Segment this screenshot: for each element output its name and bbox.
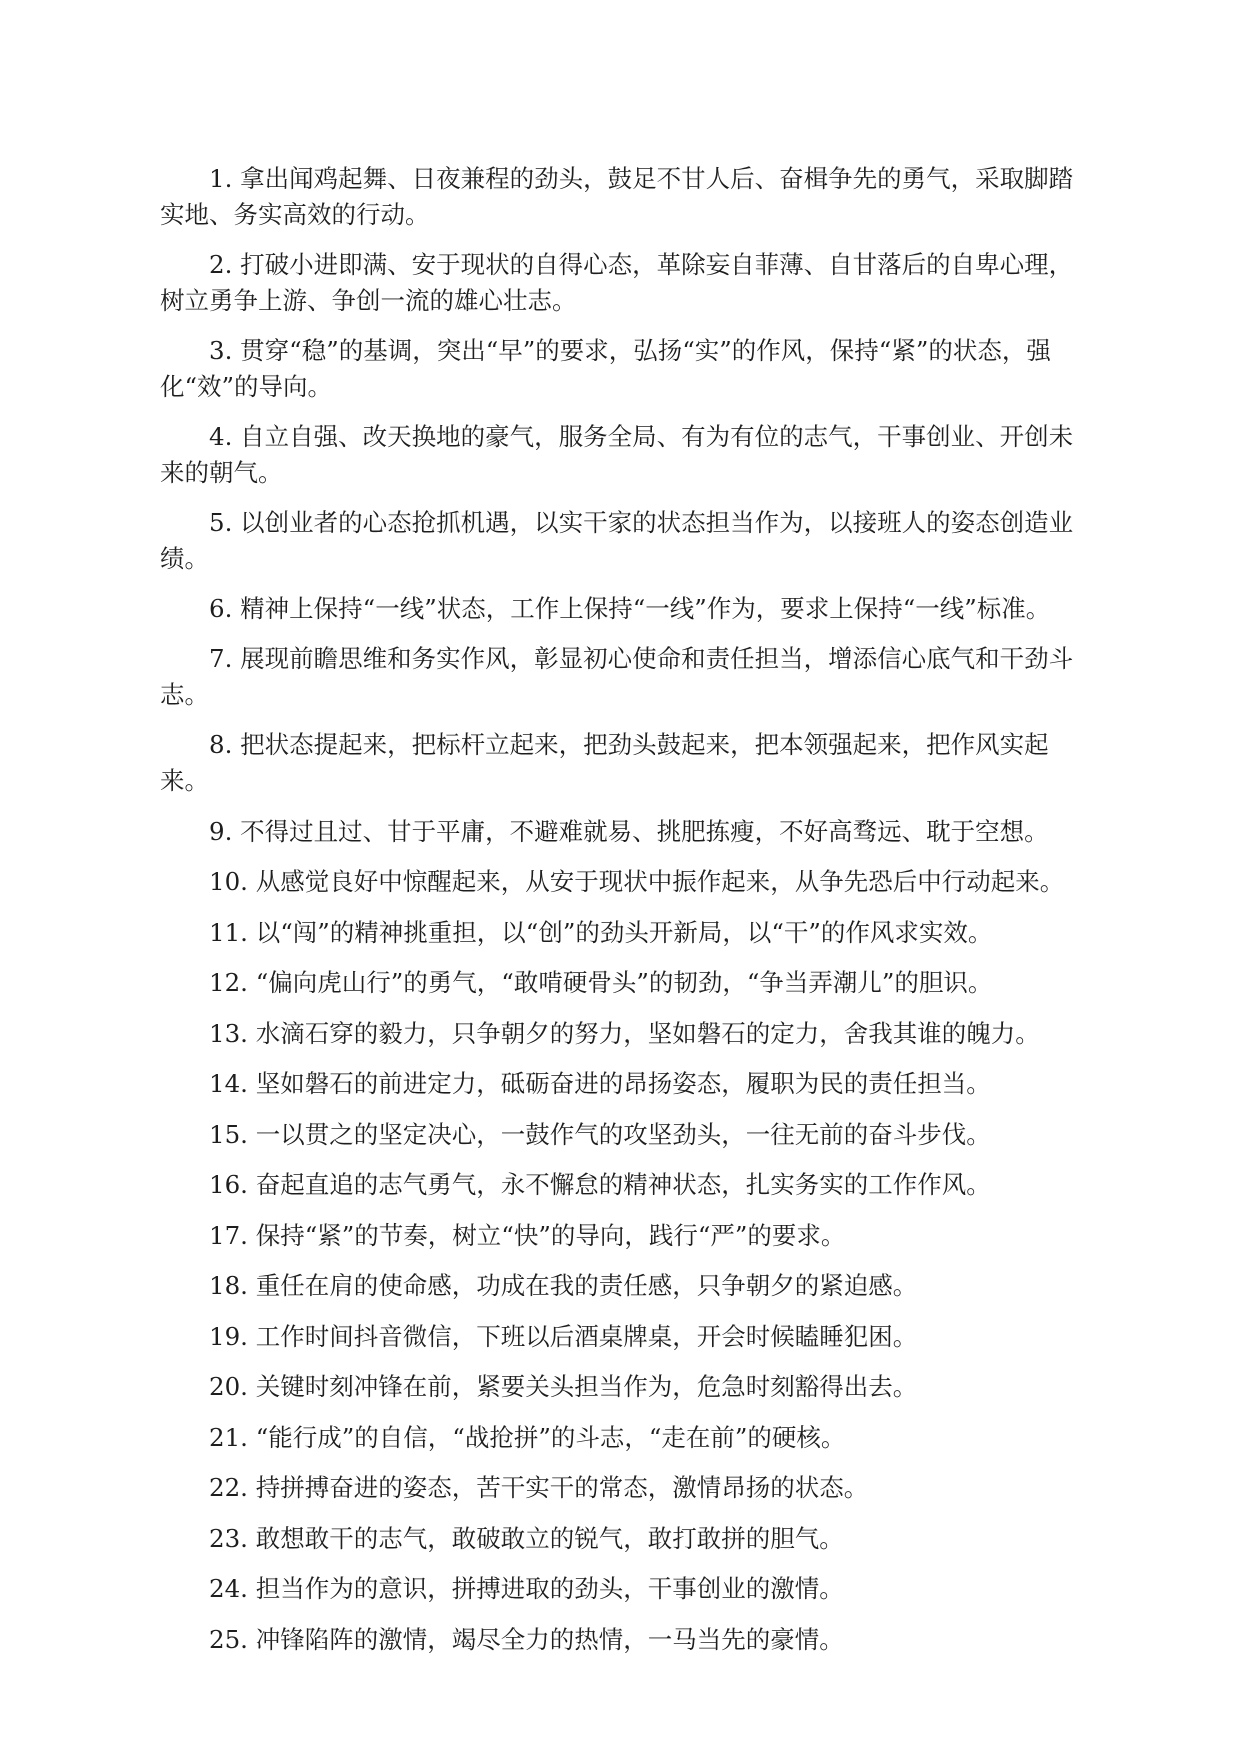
list-item: 9. 不得过且过、甘于平庸，不避难就易、挑肥拣瘦，不好高骛远、耽于空想。: [209, 816, 1049, 846]
list-item: 22. 持拼搏奋进的姿态，苦干实干的常态，激情昂扬的状态。: [209, 1473, 869, 1502]
list-item: 2. 打破小进即满、安于现状的自得心态，革除妄自菲薄、自甘落后的自卑心理，树立勇争上游、争创一流的雄心壮志。: [160, 250, 1074, 315]
list-item: 3. 贯穿“稳”的基调，突出“早”的要求，弘扬“实”的作风，保持“紧”的状态，强化“效”的导向。: [160, 336, 1051, 401]
list-item: 17. 保持“紧”的节奏，树立“快”的导向，践行“严”的要求。: [209, 1220, 846, 1250]
list-item: 18. 重任在肩的使命感，功成在我的责任感，只争朝夕的紧迫感。: [209, 1271, 918, 1300]
list-item: 23. 敢想敢干的志气，敢破敢立的锐气，敢打敢拼的胆气。: [209, 1523, 844, 1553]
list-item: 7. 展现前瞻思维和务实作风，彰显初心使命和责任担当，增添信心底气和干劲斗志。: [160, 644, 1074, 709]
list-item: 10. 从感觉良好中惊醒起来，从安于现状中振作起来，从争先恐后中行动起来。: [209, 867, 1065, 896]
list-item: 21. “能行成”的自信，“战抢拼”的斗志，“走在前”的硬核。: [209, 1422, 846, 1452]
list-item: 20. 关键时刻冲锋在前，紧要关头担当作为，危急时刻豁得出去。: [209, 1372, 918, 1401]
list-item: 19. 工作时间抖音微信，下班以后酒桌牌桌，开会时候瞌睡犯困。: [209, 1321, 918, 1351]
list-item: 6. 精神上保持“一线”状态，工作上保持“一线”作为，要求上保持“一线”标准。: [209, 594, 1051, 623]
list-item: 24. 担当作为的意识，拼搏进取的劲头，干事创业的激情。: [209, 1574, 844, 1603]
list-item: 5. 以创业者的心态抢抓机遇，以实干家的状态担当作为，以接班人的姿态创造业绩。: [160, 508, 1074, 573]
list-item: 11. 以“闯”的精神挑重担，以“创”的劲头开新局，以“干”的作风求实效。: [209, 917, 993, 947]
list-item: 12. “偏向虎山行”的勇气，“敢啃硬骨头”的韧劲，“争当弄潮儿”的胆识。: [209, 968, 993, 997]
list-item: 13. 水滴石穿的毅力，只争朝夕的努力，坚如磐石的定力，舍我其谁的魄力。: [209, 1018, 1040, 1048]
list-item: 16. 奋起直追的志气勇气，永不懈怠的精神状态，扎实务实的工作作风。: [209, 1170, 991, 1199]
list-item: 15. 一以贯之的坚定决心，一鼓作气的攻坚劲头，一往无前的奋斗步伐。: [209, 1119, 991, 1149]
list-item: 8. 把状态提起来，把标杆立起来，把劲头鼓起来，把本领强起来，把作风实起来。: [160, 730, 1049, 795]
list-item: 14. 坚如磐石的前进定力，砥砺奋进的昂扬姿态，履职为民的责任担当。: [209, 1069, 991, 1098]
list-item: 25. 冲锋陷阵的激情，竭尽全力的热情，一马当先的豪情。: [209, 1624, 844, 1654]
list-item: 4. 自立自强、改天换地的豪气，服务全局、有为有位的志气，干事创业、开创未来的朝气。: [160, 422, 1074, 487]
phrase-list: [160, 161, 1090, 1658]
list-item: 1. 拿出闻鸡起舞、日夜兼程的劲头，鼓足不甘人后、奋楫争先的勇气，采取脚踏实地、务实高效的行动。: [160, 164, 1074, 229]
